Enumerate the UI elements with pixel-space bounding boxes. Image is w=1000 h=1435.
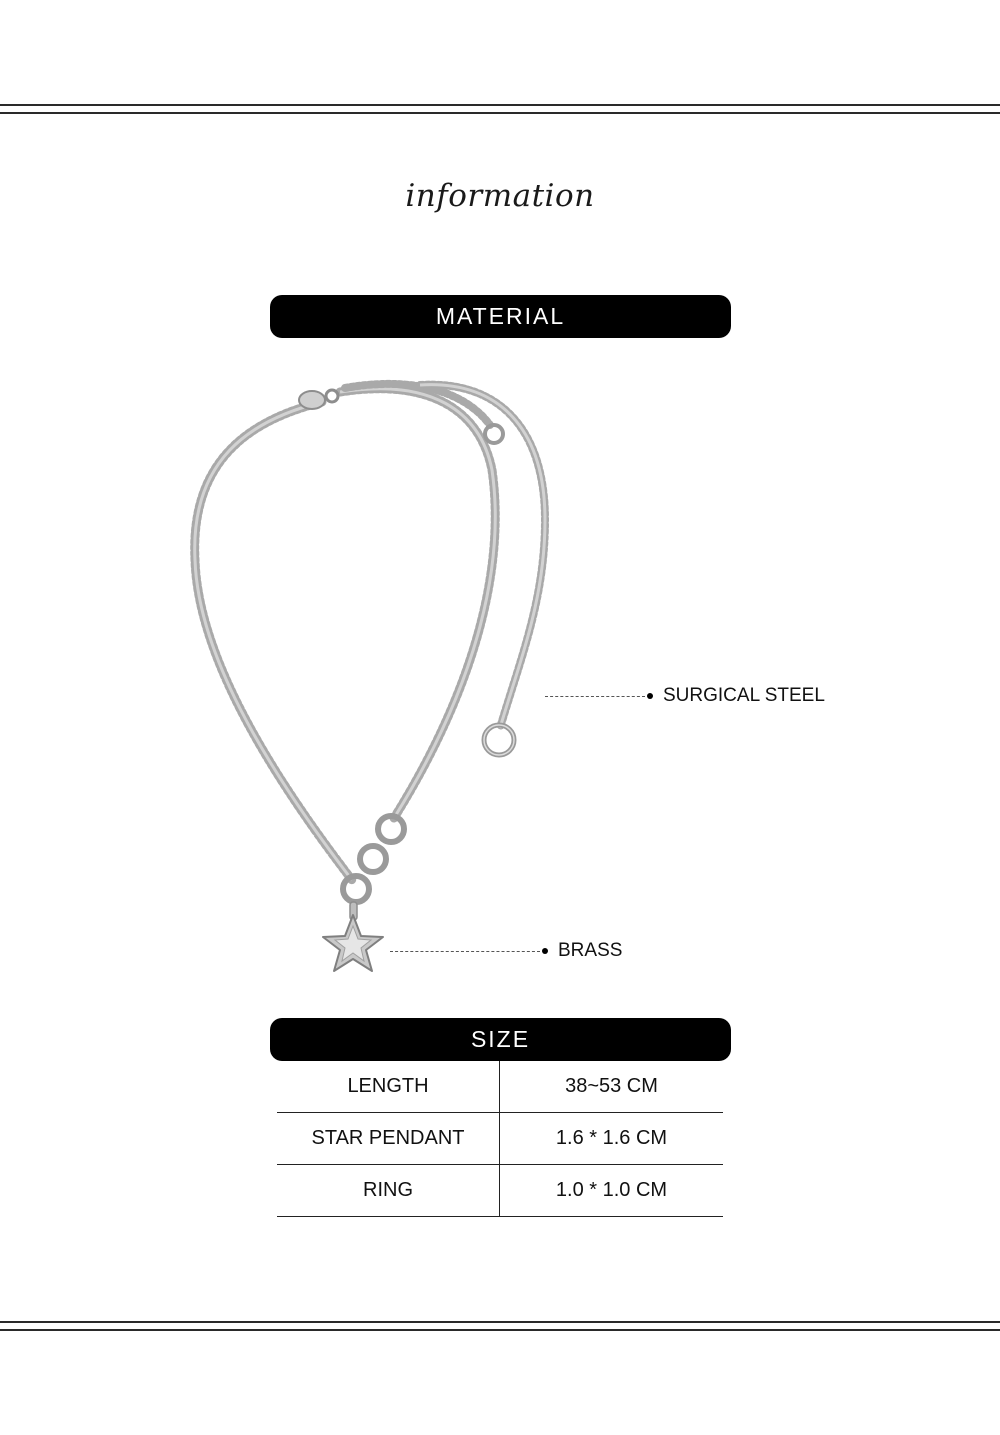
- size-name-cell: LENGTH: [277, 1061, 500, 1113]
- callout-dot: [647, 693, 653, 699]
- jump-ring: [326, 390, 338, 402]
- size-name-cell: STAR PENDANT: [277, 1113, 500, 1165]
- callout-label-surgical-steel: SURGICAL STEEL: [663, 685, 825, 706]
- callout-dash-line: [545, 696, 645, 697]
- small-end-ring: [485, 425, 503, 443]
- size-value-cell: 1.0 * 1.0 CM: [500, 1165, 724, 1217]
- table-row: [277, 1113, 723, 1165]
- callout-dash-line: [390, 951, 540, 952]
- link-ring-2: [360, 846, 386, 872]
- table-row: [277, 1165, 723, 1217]
- callout-brass: [390, 942, 640, 962]
- bottom-divider-line-2: [0, 1329, 1000, 1331]
- material-header: MATERIAL: [270, 295, 731, 338]
- chain-left: [195, 402, 352, 880]
- callout-label-brass: BRASS: [558, 940, 623, 961]
- callout-surgical-steel: [545, 687, 835, 707]
- size-value-cell: 1.6 * 1.6 CM: [500, 1113, 724, 1165]
- page-title: information: [405, 178, 595, 214]
- bottom-divider-line-1: [0, 1321, 1000, 1323]
- size-header: SIZE: [270, 1018, 731, 1061]
- callout-dot: [542, 948, 548, 954]
- size-name-cell: RING: [277, 1165, 500, 1217]
- size-value-cell: 38~53 CM: [500, 1061, 724, 1113]
- table-row: [277, 1061, 723, 1113]
- size-table: [277, 1061, 723, 1217]
- lobster-clasp: [299, 391, 325, 409]
- chain-right: [340, 389, 495, 818]
